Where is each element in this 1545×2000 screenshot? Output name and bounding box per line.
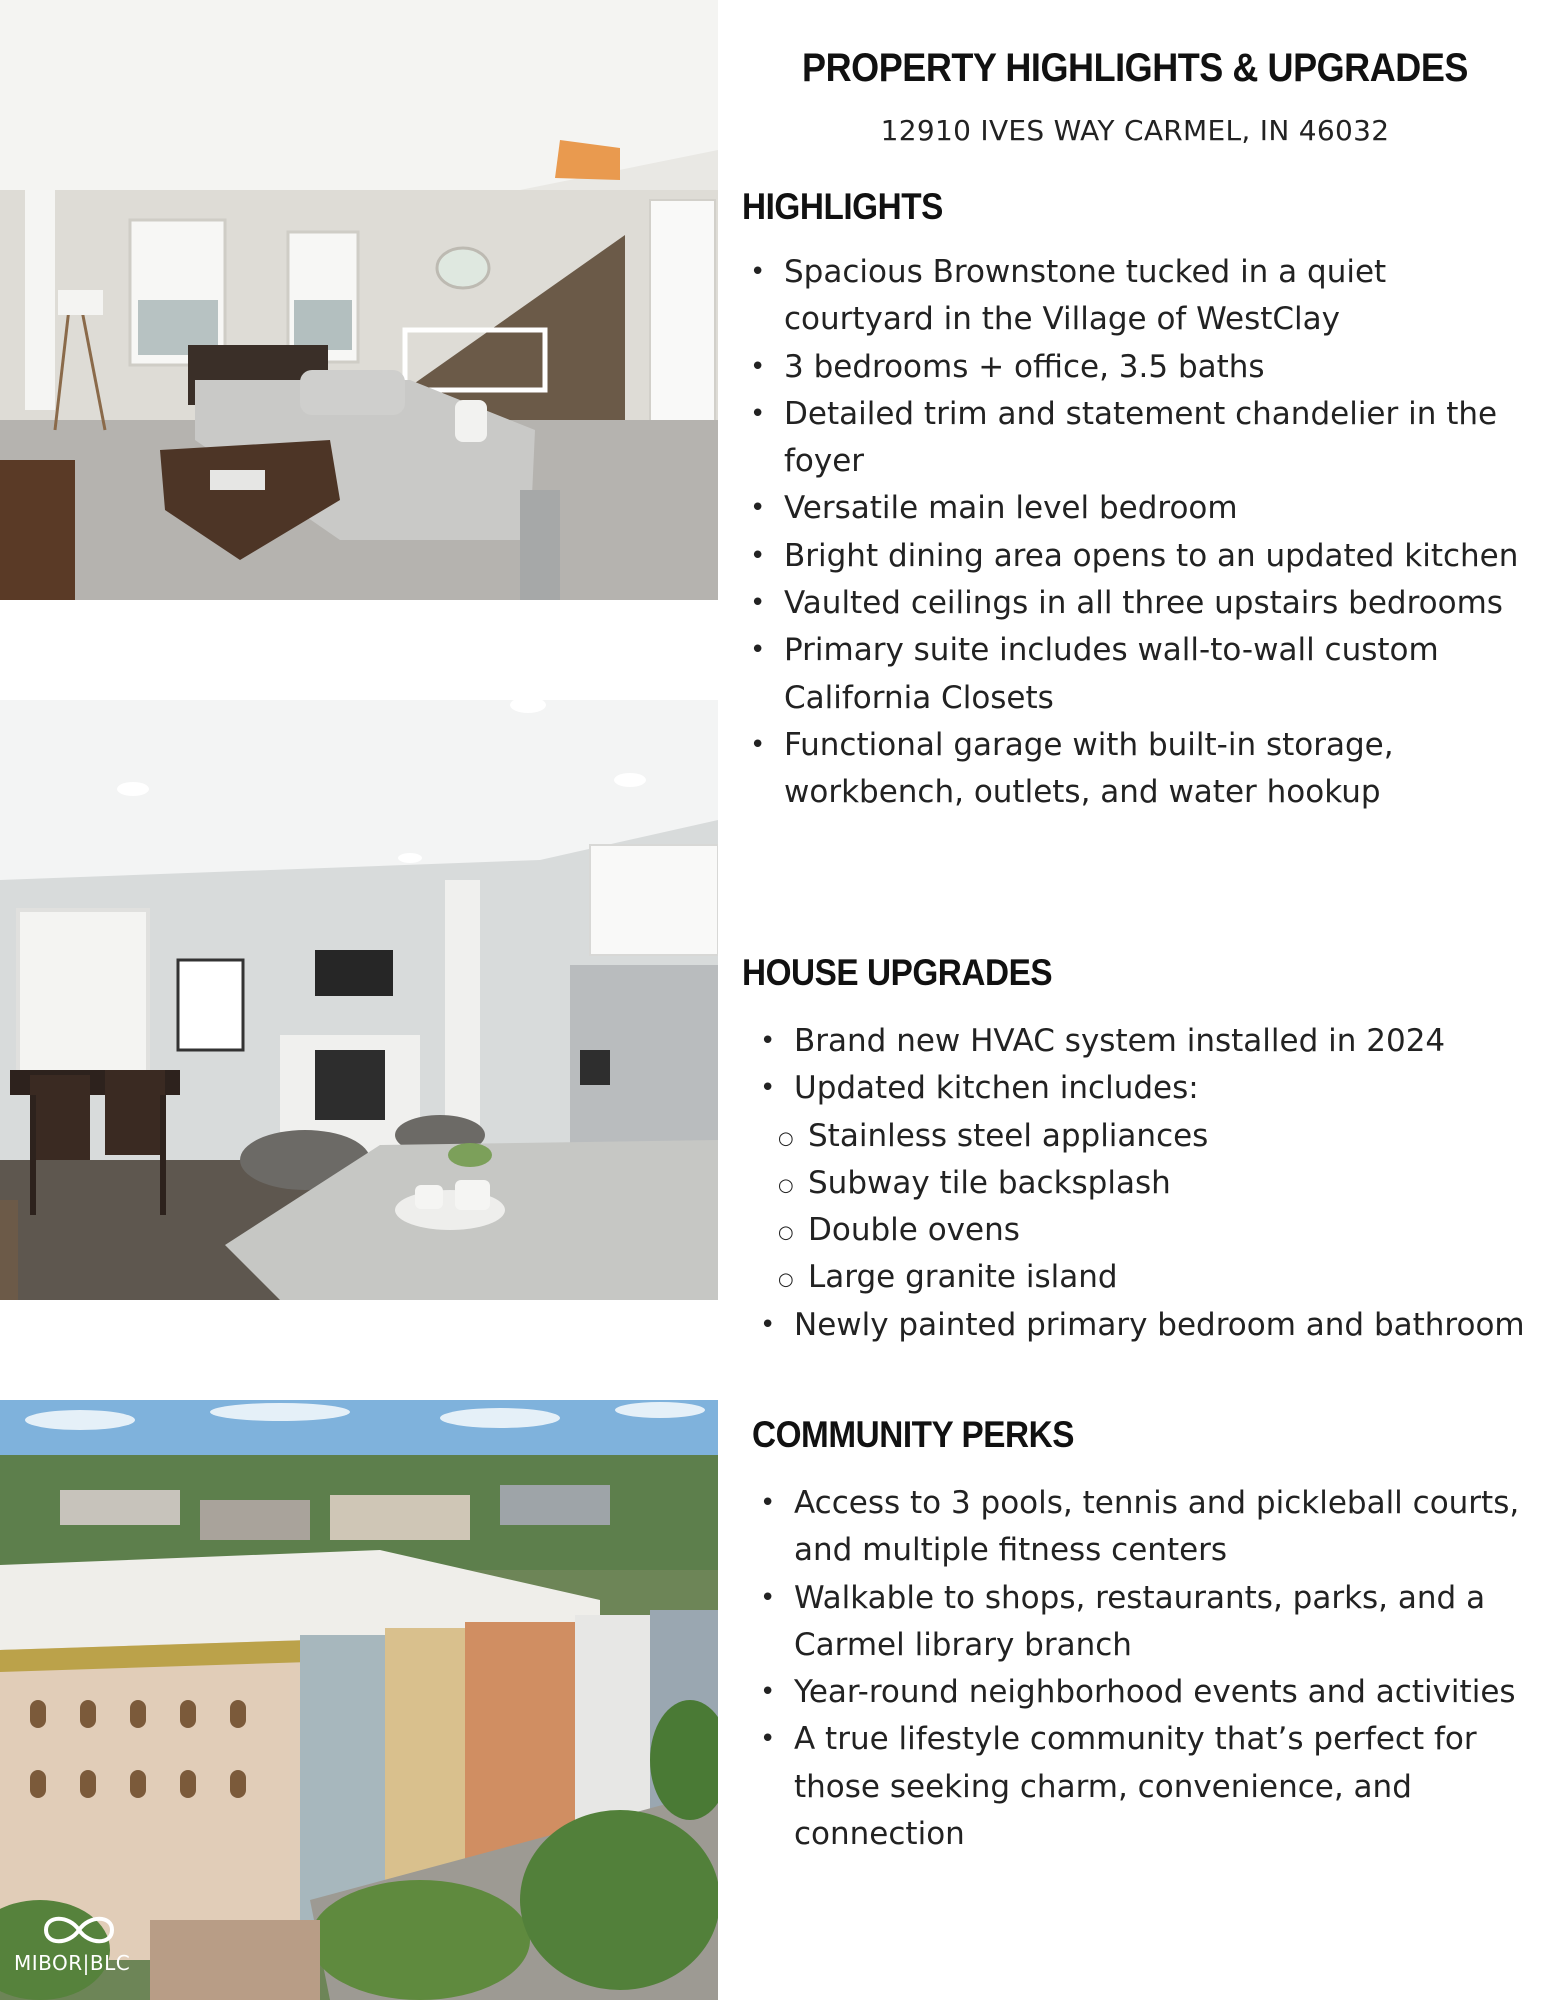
property-address: 12910 IVES WAY CARMEL, IN 46032 [880,114,1390,147]
perks-heading: COMMUNITY PERKS [752,1414,1074,1455]
list-item: • Primary suite includes wall-to-wall custom California Closets [742,627,1522,722]
list-item: • Spacious Brownstone tucked in a quiet courtyard in the Village of WestClay [742,249,1522,344]
sublist-item: ○ Stainless steel appliances [752,1113,1542,1160]
list-item: • Versatile main level bedroom [742,485,1522,532]
list-item: • Vaulted ceilings in all three upstairs bedrooms [742,580,1522,627]
highlights-list [742,249,1522,817]
sublist-item: ○ Large granite island [752,1254,1542,1301]
list-item: • Functional garage with built-in storage, workbench, outlets, and water hookup [742,722,1522,817]
list-item: • Access to 3 pools, tennis and pickleball courts, and multiple fitness centers [752,1480,1532,1575]
list-item: • 3 bedrooms + office, 3.5 baths [742,344,1522,391]
sublist-item: ○ Subway tile backsplash [752,1160,1542,1207]
highlights-heading: HIGHLIGHTS [742,186,943,227]
perks-list [752,1480,1532,1858]
infinity-logo-icon [14,1910,144,1950]
kitchen-sublist-container [752,1113,1542,1302]
list-item: • Newly painted primary bedroom and bathroom [752,1302,1542,1349]
list-item: • Bright dining area opens to an updated kitchen [742,533,1522,580]
sublist-item: ○ Double ovens [752,1207,1542,1254]
kitchen-sublist [752,1113,1542,1302]
upgrades-list [752,1018,1542,1349]
list-item: • Walkable to shops, restaurants, parks, and a Carmel library branch [752,1575,1532,1670]
list-item: • Year-round neighborhood events and activities [752,1669,1532,1716]
list-item: • Updated kitchen includes: [752,1065,1542,1112]
list-item: • Brand new HVAC system installed in 2024 [752,1018,1542,1065]
living-room-photo [0,0,718,600]
page-title: PROPERTY HIGHLIGHTS & UPGRADES [802,46,1468,90]
dining-kitchen-photo [0,700,718,1300]
list-item: • Detailed trim and statement chandelier in the foyer [742,391,1522,486]
watermark-text: MIBOR|BLC [14,1951,131,1975]
list-item: • A true lifestyle community that’s perfect for those seeking charm, convenience, and connection [752,1716,1532,1858]
upgrades-heading: HOUSE UPGRADES [742,952,1053,993]
